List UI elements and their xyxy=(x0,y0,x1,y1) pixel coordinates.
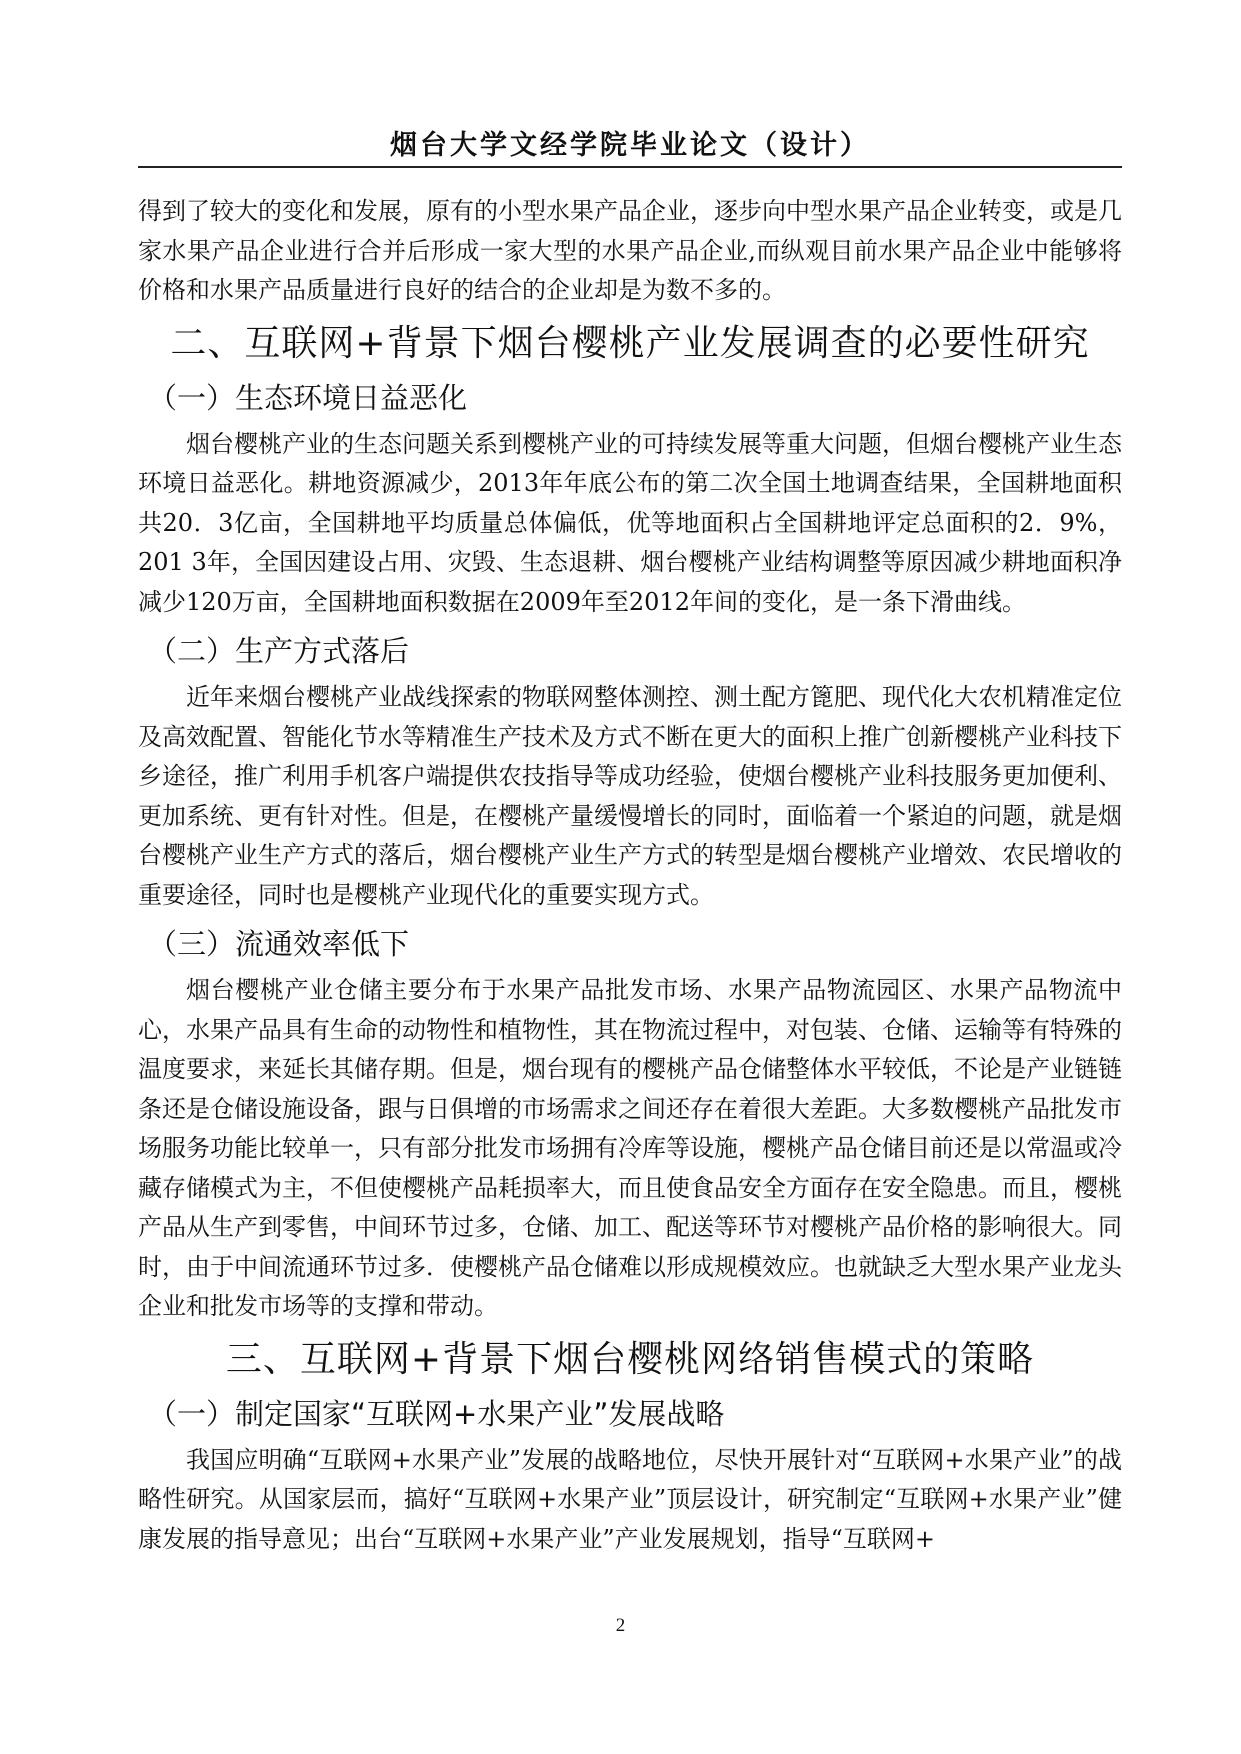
subsection-heading-2-3: （三）流通效率低下 xyxy=(148,927,410,961)
header-rule xyxy=(138,166,1122,168)
paragraph-3-1: 我国应明确“互联网+水果产业”发展的战略地位，尽快开展针对“互联网+水果产业”的战略性研究。从国家层而，搞好“互联网+水果产业”顶层设计，研究制定“互联网+水果产业”健康发展的指导意见；出台“互联网+水果产业”产业发展规划，指导“互联网+ xyxy=(138,1445,1122,1553)
page-number: 2 xyxy=(615,1615,626,1636)
paragraph-continued: 得到了较大的变化和发展，原有的小型水果产品企业，逐步向中型水果产品企业转变，或是几家水果产品企业进行合并后形成一家大型的水果产品企业,而纵观目前水果产品企业中能够将价格和水果产品质量进行良好的结合的企业却是为数不多的。 xyxy=(138,197,1122,304)
running-header: 烟台大学文经学院毕业论文（设计） xyxy=(390,130,870,161)
subsection-heading-2-1: （一）生态环境日益恶化 xyxy=(148,380,468,415)
subsection-heading-3-1: （一）制定国家“互联网+水果产业”发展战略 xyxy=(148,1396,725,1431)
subsection-heading-2-2: （二）生产方式落后 xyxy=(148,634,410,668)
section-heading-3: 三、互联网+背景下烟台樱桃网络销售模式的策略 xyxy=(225,1338,1035,1380)
paragraph-2-3: 烟台樱桃产业仓储主要分布于水果产品批发市场、水果产品物流园区、水果产品物流中心，水果产品具有生命的动物性和植物性，其在物流过程中，对包装、仓储、运输等有特殊的温度要求，来延长其储存期。但是，烟台现有的樱桃产品仓储整体水平较低，不论是产业链链条还是仓储设施设备，跟与日俱增的市场需求之间还存在着很大差距。大多数樱桃产品批发市场服务功能比较单一，只有部分批发市场拥有冷库等设施，樱桃产品仓储目前还是以常温或冷藏存储模式为主，不但使樱桃产品耗损率大，而且使食品安全方面存在安全隐患。而且，樱桃产品从生产到零售，中间环节过多，仓储、加工、配送等环节对樱桃产品价格的影响很大。同时，由于中间流通环节过多．使樱桃产品仓储难以形成规模效应。也就缺乏大型水果产业龙头企业和批发市场等的支撑和带动。 xyxy=(138,976,1122,1320)
section-heading-2: 二、互联网+背景下烟台樱桃产业发展调查的必要性研究 xyxy=(170,322,1090,364)
paragraph-2-1: 烟台樱桃产业的生态问题关系到樱桃产业的可持续发展等重大问题，但烟台樱桃产业生态环境日益恶化。耕地资源减少，2013年年底公布的第二次全国土地调查结果，全国耕地面积共20．3亿亩，全国耕地平均质量总体偏低，优等地面积占全国耕地评定总面积的2．9%，201 3年，全国因建设占用、灾毁、生态退耕、烟台樱桃产业结构调整等原因减少耕地面积净减少120万亩，全国耕地面积数据在2009年至2012年间的变化，是一条下滑曲线。 xyxy=(138,429,1122,616)
document-body xyxy=(138,192,1122,1559)
paragraph-2-2: 近年来烟台樱桃产业战线探索的物联网整体测控、测土配方篦肥、现代化大农机精准定位及高效配置、智能化节水等精准生产技术及方式不断在更大的面积上推广创新樱桃产业科技下乡途径，推广利用手机客户端提供农技指导等成功经验，使烟台樱桃产业科技服务更加便利、更加系统、更有针对性。但是，在樱桃产量缓慢增长的同时，面临着一个紧迫的问题，就是烟台樱桃产业生产方式的落后，烟台樱桃产业生产方式的转型是烟台樱桃产业增效、农民增收的重要途径，同时也是樱桃产业现代化的重要实现方式。 xyxy=(138,683,1122,909)
